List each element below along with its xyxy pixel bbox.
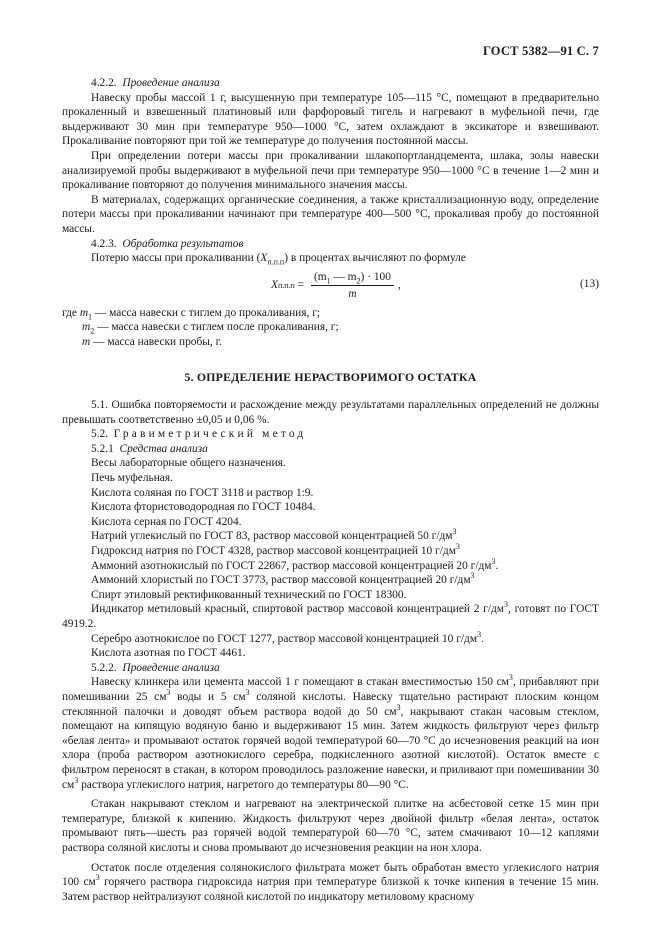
- paragraph: Навеску клинкера или цемента массой 1 г помещают в стакан вместимостью 150 $см^3$, прибавляют при помешивании 25 $см^3$ воды и 5 $см^3$ соляной кислоты. Навеску тщательно растирают плоским концом стеклянной палочки и доводят объем раствора водой до 50 $см^3$, накрывают стакан часовым стеклом, помещают на кипящую водяную баню и выдерживают 15 мин. Затем жидкость фильтруют через фильтр «белая лента» и промывают остаток горячей водой температурой 60—70 °С до исчезновения реакций на ион хлора (проба раствором азотнокислого серебра, подкисленного азотной кислотой). Остаток вместе с фильтром переносят в стакан, в котором проводилось разложение навески, и приливают при помешивании 30 $см^3$ раствора углекислого натрия, нагретого до температуры 80—90 °С.: [62, 673, 599, 791]
- formula-symbol: X: [260, 252, 268, 265]
- variable-definition: где $m_1$ — масса навески с тиглем до прокаливания, г;: [62, 306, 321, 321]
- variable-definition: m — масса навески пробы, г.: [82, 335, 222, 348]
- list-item: Гидроксид натрия по ГОСТ 4328, раствор массовой концентрацией 10 $г/дм^3$: [91, 542, 460, 558]
- paragraph: Навеску пробы массой 1 г, высушенную при температуре 105—115 °С, помещают в предварительно прокаленный и взвешенный платиновый или фарфоровый тигель и нагревают в муфельной печи, где выдерживают 30 мин при температуре 950—1000 °С, затем охлаждают в эксикаторе и взвешивают. Прокаливание повторяют при той же температуре до получения постоянной массы.: [62, 91, 599, 148]
- subsection-5-2-heading: 5.2. Гравиметрический метод: [91, 428, 307, 441]
- formula-lhs: X: [271, 279, 278, 292]
- subsection-number: 4.2.2.: [91, 77, 117, 89]
- list-item: Печь муфельная.: [91, 472, 173, 485]
- equation-number: (13): [580, 277, 599, 290]
- list-item: Индикатор метиловый красный, спиртовой раствор массовой концентрацией 2 $г/дм^3$, готовят по ГОСТ 4919.2.: [62, 600, 599, 630]
- paragraph: При определении потери массы при прокаливании шлакопортландцемента, шлака, золы навески анализируемой пробы выдерживают в муфельной печи при температуре 950—1000 °С в течение 1—2 мин и прокаливание повторяют до получения минимального значения массы.: [62, 149, 599, 192]
- document-body: [62, 76, 599, 904]
- variable-definition: $m_2$ — масса навески с тиглем после прокаливания, г;: [82, 321, 339, 336]
- method-title: Гравиметрический метод: [113, 428, 307, 441]
- formula-numerator: ($m_1$ — $m_2) \cdot 100$: [311, 270, 394, 287]
- list-item: Аммоний азотнокислый по ГОСТ 22867, раствор массовой концентрацией 20 $г/дм^3$.: [91, 556, 499, 572]
- formula-13: X п.п.п = $\frac{(m_1 — m_2) \cdot 100}{m}$ , (13): [271, 270, 599, 301]
- formula-denominator: m: [348, 288, 357, 301]
- paragraph: Стакан накрывают стеклом и нагревают на электрической плитке на асбестовой сетке 15 мин при температуре, близкой к кипению. Жидкость фильтруют через двойной фильтр «белая лента», остаток промывают пять—шесть раз горячей водой температурой 60—70 °С, затем смачивают 10—12 каплями раствора соляной кислоты и снова промывают до исчезновения реакции на ион хлора.: [62, 798, 599, 854]
- list-item: Кислота азотная по ГОСТ 4461.: [91, 647, 246, 660]
- list-item: Аммоний хлористый по ГОСТ 3773, раствор массовой концентрацией 20 $г/дм^3$: [91, 571, 475, 587]
- list-item: Натрий углекислый по ГОСТ 83, раствор массовой концентрацией 50 $г/дм^3$: [91, 527, 457, 543]
- paragraph: Остаток после отделения солянокислого фильтрата может быть обработан вместо углекислого натрия 100 $см^3$ горячего раствора гидроксида натрия при температуре близкой к точке кипения в течение 15 мин. Затем раствор нейтрализуют соляной кислотой по индикатору метиловому красному: [62, 861, 599, 903]
- list-item: Спирт этиловый ректификованный технический по ГОСТ 18300.: [91, 588, 407, 601]
- subsection-4-2-3-heading: [62, 237, 599, 252]
- subsection-number: 4.2.3.: [91, 237, 117, 250]
- section-5-title: 5. ОПРЕДЕЛЕНИЕ НЕРАСТВОРИМОГО ОСТАТКА: [184, 369, 477, 384]
- list-item: Кислота соляная по ГОСТ 3118 и раствор 1:9.: [91, 486, 314, 499]
- formula-intro: Потерю массы при прокаливании $(X_{п.п.п})$ в процентах вычисляют по формуле: [91, 252, 466, 267]
- paragraph: 5.1. Ошибка повторяемости и расхождение между результатами параллельных определений не должны превышать соответственно ±0,05 и 0,06 %.: [62, 399, 599, 426]
- subsection-5-2-2-heading: 5.2.2. Проведение анализа: [91, 661, 220, 674]
- subsection-4-2-2-heading: [62, 76, 599, 91]
- paragraph: В материалах, содержащих органические соединения, а также кристаллизационную воду, определение потери массы при прокаливании начинают при температуре 400—500 °С, прокаливая пробу до постоянной массы.: [62, 193, 599, 235]
- list-item: Кислота серная по ГОСТ 4204.: [91, 515, 242, 528]
- subsection-title: Проведение анализа: [122, 77, 220, 89]
- list-item: Серебро азотнокислое по ГОСТ 1277, раствор массовой концентрацией 10 $г/дм^3$.: [91, 629, 484, 645]
- formula-fraction: [311, 270, 394, 302]
- subsection-5-2-1-heading: 5.2.1 Средства анализа: [91, 442, 208, 455]
- list-item: Кислота фтористоводородная по ГОСТ 10484.: [91, 501, 316, 514]
- page-header: ГОСТ 5382—91 С. 7: [482, 44, 599, 58]
- list-item: Весы лабораторные общего назначения.: [91, 457, 286, 470]
- subsection-title: Обработка результатов: [122, 237, 244, 250]
